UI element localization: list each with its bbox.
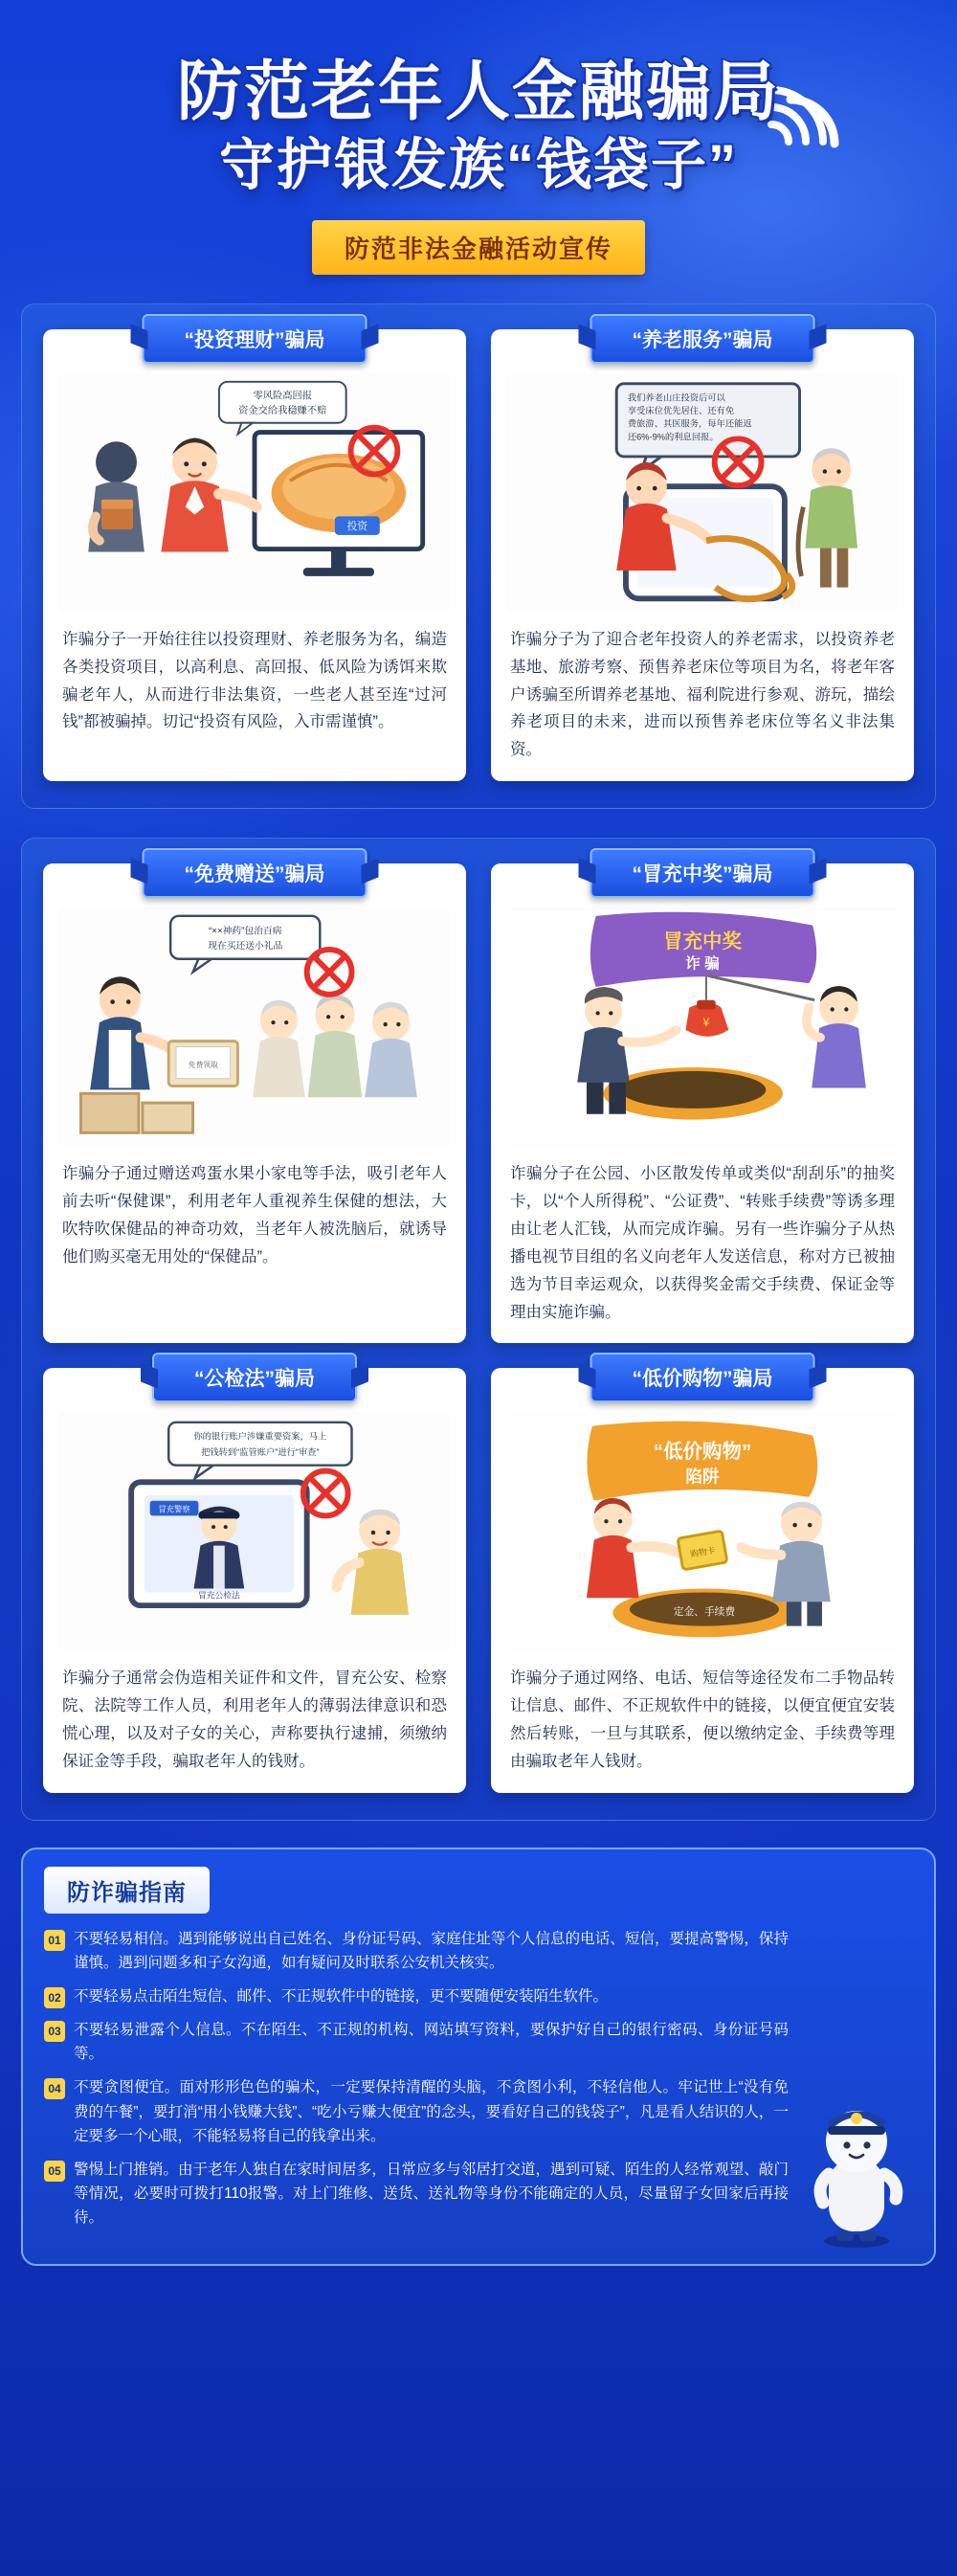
card-body-investment: 诈骗分子一开始往往以投资理财、养老服务为名，编造各类投资项目，以高利息、高回报、低风险为诱饵来欺骗老年人，从而进行非法集资，一些老人甚至连“过河钱”都被骗掉。切记“投资有风险，入市需谨慎”。: [62, 630, 447, 731]
list-item: [44, 1927, 789, 1975]
svg-text:购物卡: 购物卡: [689, 1545, 717, 1559]
svg-text:享受床位优先居住、还有免: 享受床位优先居住、还有免: [627, 405, 735, 415]
card-title-pension: “养老服务”骗局: [590, 314, 815, 364]
card-investment-scam: [43, 329, 466, 781]
item-text: 不要轻易相信。遇到能够说出自己姓名、身份证号码、家庭住址等个人信息的电话、短信，要提高警惕，保持谨慎。遇到问题多和子女沟通，如有疑问及时联系公安机关核实。: [74, 1930, 789, 1971]
svg-text:冒充警察: 冒充警察: [158, 1504, 190, 1514]
svg-text:¥: ¥: [702, 1017, 710, 1030]
item-text: 不要轻易泄露个人信息。不在陌生、不正规的机构、网站填写资料，要保护好自己的银行密码、身份证号码等。: [74, 2022, 789, 2063]
card-fake-authority-scam: [43, 1368, 466, 1793]
svg-text:费旅游、其医服务，每年还能返: 费旅游、其医服务，每年还能返: [627, 418, 752, 429]
svg-text:“××神药”包治百病: “××神药”包治百病: [209, 926, 282, 937]
svg-text:零风险高回报: 零风险高回报: [253, 391, 313, 402]
section-other-scams: [21, 838, 936, 1821]
svg-text:定金、手续费: 定金、手续费: [673, 1606, 736, 1619]
svg-text:冒充公检法: 冒充公检法: [197, 1590, 240, 1601]
card-title-investment: “投资理财”骗局: [143, 314, 367, 364]
svg-text:陷阱: 陷阱: [685, 1467, 720, 1487]
svg-text:我们养老山庄投资后可以: 我们养老山庄投资后可以: [627, 392, 725, 403]
item-number: 04: [44, 2078, 65, 2099]
svg-text:诈 骗: 诈 骗: [685, 955, 720, 973]
item-text: 不要轻易点击陌生短信、邮件、不正规软件中的链接，更不要随便安装陌生软件。: [74, 1988, 609, 2005]
poster-title-line1: 防范老年人金融骗局: [176, 56, 780, 128]
illustration-investment: [58, 373, 451, 613]
card-body-fake-authority: 诈骗分子通常会伪造相关证件和文件，冒充公安、检察院、法院等工作人员，利用老年人的薄弱法律意识和恐慌心理，以及对子女的关心，声称要执行逮捕，须缴纳保证金等手段，骗取老年人的钱财。: [62, 1669, 447, 1770]
card-pension-service-scam: [491, 329, 914, 781]
item-number: 01: [44, 1930, 65, 1951]
item-number: 05: [44, 2161, 65, 2182]
svg-text:“低价购物”: “低价购物”: [653, 1441, 752, 1464]
svg-text:现在买还送小礼品: 现在买还送小礼品: [208, 941, 283, 952]
illustration-free-gift: [58, 907, 451, 1147]
list-item: [44, 2158, 789, 2229]
card-body-pension: 诈骗分子为了迎合老年投资人的养老需求，以投资养老基地、旅游考察、预售养老床位等项目为名，将老年客户诱骗至所谓养老基地、福利院进行参观、游玩，描绘养老项目的未来，进而以预售养老床位等名义非法集资。: [510, 630, 895, 759]
card-title-low-price: “低价购物”骗局: [590, 1353, 815, 1402]
item-text: 不要贪图便宜。面对形形色色的骗术，一定要保持清醒的头脑，不贪图小利，不轻信他人。牢记世上“没有免费的午餐”，要打消“用小钱赚大钱”、“吃小亏赚大便宜”的念头，要看好自己的钱袋子”，凡是看人结识的人，一定要多一个心眼，不能轻易将自己的钱拿出来。: [74, 2079, 789, 2144]
item-number: 02: [44, 1987, 65, 2008]
svg-text:免费领取: 免费领取: [188, 1061, 218, 1070]
svg-text:把钱转到“监管账户”进行“审查”: 把钱转到“监管账户”进行“审查”: [201, 1447, 320, 1458]
list-item: [44, 2075, 789, 2147]
illustration-fake-authority: [58, 1412, 451, 1651]
anti-fraud-guide: [21, 1848, 936, 2266]
card-body-low-price: 诈骗分子通过网络、电话、短信等途径发布二手物品转让信息、邮件、不正规软件中的链接，以便宜便宜安装然后转账，一旦与其联系，便以缴纳定金、手续费等理由骗取老年人钱财。: [510, 1669, 895, 1770]
card-title-fake-prize: “冒充中奖”骗局: [590, 848, 815, 898]
card-body-fake-prize: 诈骗分子在公园、小区散发传单或类似“刮刮乐”的抽奖卡，以“个人所得税”、“公证费”、“转账手续费”等诱多理由让老人汇钱，从而完成诈骗。另有一些诈骗分子从热播电视节目组的名义向老年人发送信息，称对方已被抽选为节目幸运观众，以获得奖金需交手续费、保证金等理由实施诈骗。: [510, 1165, 895, 1321]
card-low-price-scam: [491, 1368, 914, 1793]
card-fake-prize-scam: [491, 863, 914, 1343]
card-body-free-gift: 诈骗分子通过赠送鸡蛋水果小家电等手法，吸引老年人前去听“保健课”，利用老年人重视养生保健的想法，大吹特吹保健品的神奇功效，当老年人被洗脑后，就诱导他们购买毫无用处的“保健品”。: [62, 1165, 447, 1266]
card-title-fake-authority: “公检法”骗局: [152, 1353, 357, 1402]
item-number: 03: [44, 2021, 65, 2042]
section-investment-pension: [21, 303, 936, 809]
list-item: [44, 2018, 789, 2066]
poster-header: [0, 0, 957, 275]
title-block: [177, 56, 780, 199]
svg-text:投资: 投资: [346, 520, 368, 532]
item-text: 警惕上门推销。由于老年人独自在家时间居多，日常应多与邻居打交道，遇到可疑、陌生的人经常观望、敲门等情况，必要时可拨打110报警。对上门维修、送货、送礼物等身份不能确定的人员，尽量留子女回家后再接待。: [74, 2161, 789, 2226]
svg-text:资金交给我稳赚不赔: 资金交给我稳赚不赔: [238, 405, 327, 416]
guide-list: [44, 1927, 913, 2229]
list-item: [44, 1984, 789, 2008]
card-title-free-gift: “免费赠送”骗局: [143, 848, 367, 898]
subtitle-ribbon: 防范非法金融活动宣传: [312, 220, 645, 275]
police-mascot-icon: [804, 2097, 909, 2251]
svg-text:你的银行账户涉嫌重要资案，马上: 你的银行账户涉嫌重要资案，马上: [193, 1431, 327, 1442]
illustration-fake-prize: [506, 907, 899, 1147]
illustration-pension: [506, 373, 899, 613]
illustration-low-price: [506, 1412, 899, 1651]
card-free-gift-scam: [43, 863, 466, 1343]
svg-text:冒充中奖: 冒充中奖: [663, 930, 742, 953]
guide-title: 防诈骗指南: [44, 1867, 210, 1914]
poster-title-line2: 守护银发族“钱袋子”: [218, 134, 738, 197]
svg-text:还6%-9%的利息回报。: 还6%-9%的利息回报。: [627, 432, 719, 442]
